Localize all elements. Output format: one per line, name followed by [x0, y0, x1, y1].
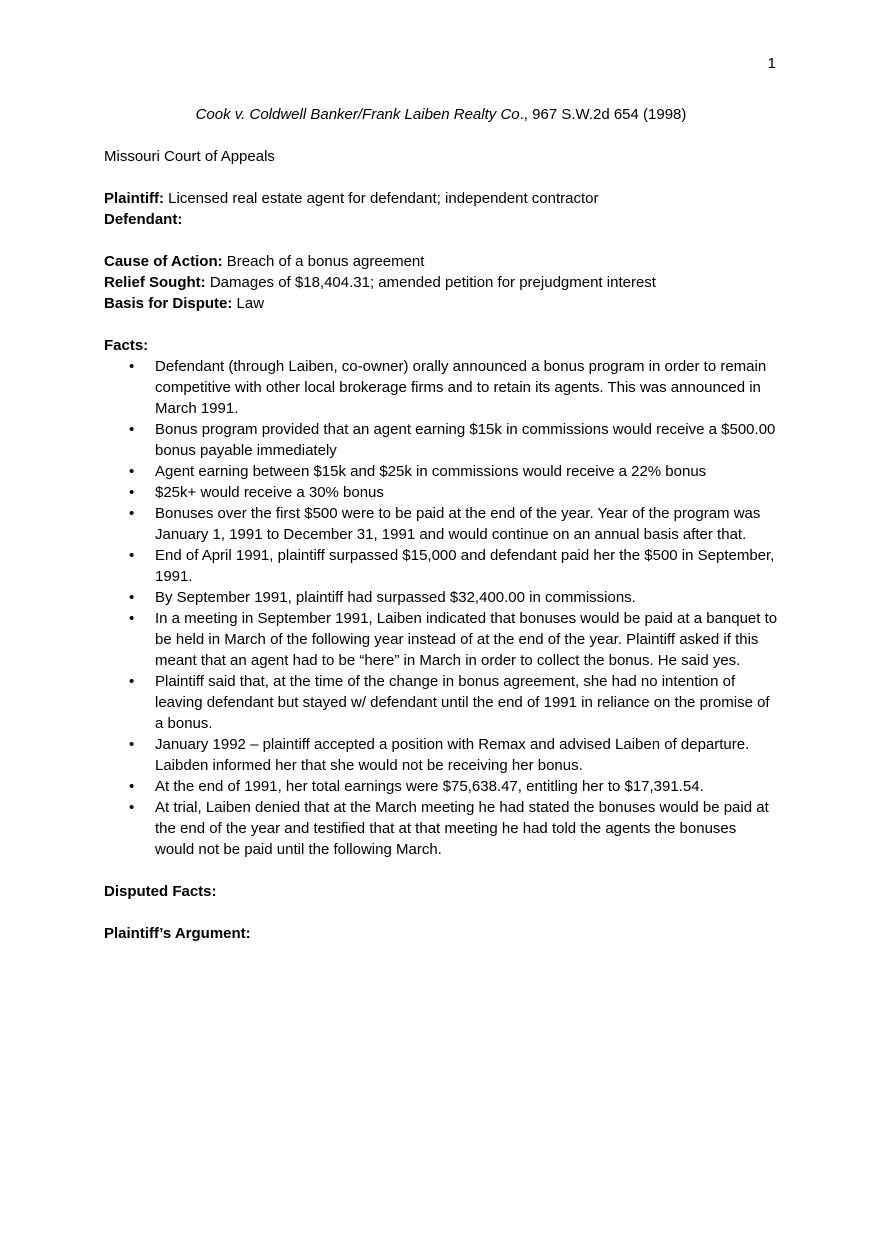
facts-list — [104, 356, 778, 860]
bullet-icon: • — [129, 358, 135, 375]
court-name: Missouri Court of Appeals — [104, 148, 275, 165]
defendant-label: Defendant: — [104, 211, 183, 228]
bullet-icon: • — [129, 463, 135, 480]
bullet-icon: • — [129, 610, 135, 627]
list-item — [104, 419, 778, 461]
list-item — [104, 608, 778, 671]
list-item — [104, 671, 778, 734]
page-number: 1 — [767, 55, 776, 72]
fact-text: At the end of 1991, her total earnings were $75,638.47, entitling her to $17,391.54. — [155, 778, 704, 795]
cause-text: Breach of a bonus agreement — [222, 253, 425, 270]
list-item — [104, 461, 778, 482]
fact-text: In a meeting in September 1991, Laiben indicated that bonuses would be paid at a banquet to be held in March of the following year instead of at the end of the year. Plaintiff asked if this meant that an agent had to be “here” in March in order to collect the bonus. He said yes. — [155, 610, 778, 669]
list-item — [104, 356, 778, 419]
fact-text: January 1992 – plaintiff accepted a position with Remax and advised Laiben of departure. Laibden informed her that she would not be receiving her bonus. — [155, 736, 750, 774]
fact-text: By September 1991, plaintiff had surpassed $32,400.00 in commissions. — [155, 589, 636, 606]
relief-text: Damages of $18,404.31; amended petition for prejudgment interest — [205, 274, 656, 291]
document-body — [104, 104, 778, 944]
bullet-icon: • — [129, 505, 135, 522]
plaintiff-label: Plaintiff: — [104, 190, 164, 207]
basis-text: Law — [232, 295, 265, 312]
list-item — [104, 587, 778, 608]
bullet-icon: • — [129, 736, 135, 753]
list-item — [104, 776, 778, 797]
list-item — [104, 503, 778, 545]
list-item — [104, 482, 778, 503]
list-item — [104, 797, 778, 860]
fact-text: Agent earning between $15k and $25k in commissions would receive a 22% bonus — [155, 463, 707, 480]
list-item — [104, 545, 778, 587]
fact-text: Bonuses over the first $500 were to be paid at the end of the year. Year of the program was January 1, 1991 to December 31, 1991 and would continue on an annual basis after that. — [155, 505, 761, 543]
basis-line — [104, 293, 778, 314]
bullet-icon: • — [129, 421, 135, 438]
cause-of-action-line — [104, 251, 778, 272]
fact-text: End of April 1991, plaintiff surpassed $15,000 and defendant paid her the $500 in September, 1991. — [155, 547, 775, 585]
bullet-icon: • — [129, 799, 135, 816]
facts-heading: Facts: — [104, 337, 149, 354]
fact-text: Defendant (through Laiben, co-owner) orally announced a bonus program in order to remain competitive with other local brokerage firms and to retain its agents. This was announced in March 1991. — [155, 358, 767, 417]
disputed-facts-heading: Disputed Facts: — [104, 883, 217, 900]
bullet-icon: • — [129, 589, 135, 606]
bullet-icon: • — [129, 673, 135, 690]
fact-text: Bonus program provided that an agent earning $15k in commissions would receive a $500.00 bonus payable immediately — [155, 421, 776, 459]
case-name: Cook v. Coldwell Banker/Frank Laiben Realty Co — [195, 106, 520, 123]
fact-text: Plaintiff said that, at the time of the change in bonus agreement, she had no intention of leaving defendant but stayed w/ defendant until the end of 1991 in reliance on the promise of a bonus. — [155, 673, 770, 732]
bullet-icon: • — [129, 484, 135, 501]
cause-label: Cause of Action: — [104, 253, 223, 270]
list-item — [104, 734, 778, 776]
case-citation: ., 967 S.W.2d 654 (1998) — [519, 106, 687, 123]
plaintiff-text: Licensed real estate agent for defendant; independent contractor — [164, 190, 599, 207]
plaintiff-line — [104, 188, 778, 209]
relief-sought-line — [104, 272, 778, 293]
basis-label: Basis for Dispute: — [104, 295, 233, 312]
plaintiff-argument-heading: Plaintiff’s Argument: — [104, 925, 251, 942]
case-title — [104, 104, 778, 125]
fact-text: $25k+ would receive a 30% bonus — [155, 484, 384, 501]
bullet-icon: • — [129, 547, 135, 564]
defendant-line — [104, 209, 778, 230]
bullet-icon: • — [129, 778, 135, 795]
relief-label: Relief Sought: — [104, 274, 206, 291]
fact-text: At trial, Laiben denied that at the March meeting he had stated the bonuses would be paid at the end of the year and testified that at that meeting he had told the agents the bonuses would not be paid until the following March. — [155, 799, 769, 858]
